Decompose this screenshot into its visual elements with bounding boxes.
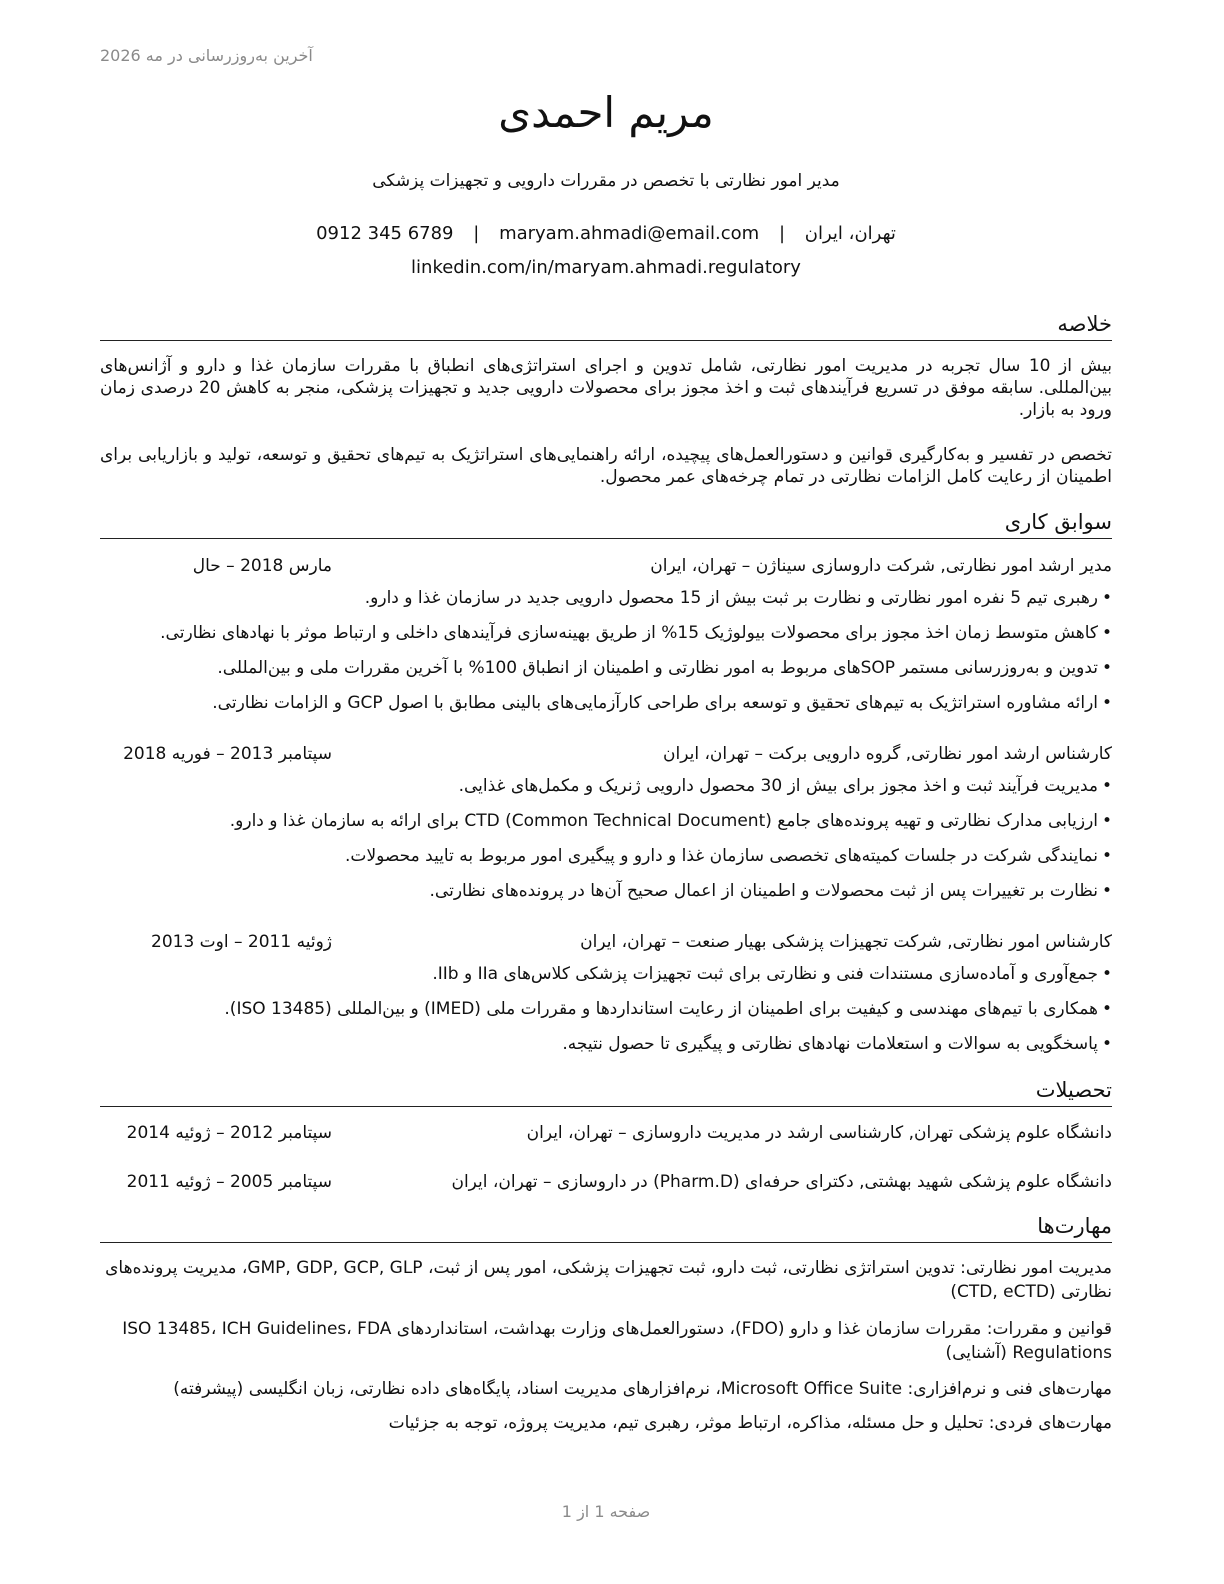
job-header	[100, 554, 1112, 578]
bullet-icon: •	[1101, 999, 1112, 1019]
bullet-icon: •	[1101, 1034, 1112, 1054]
resume-page	[100, 0, 1112, 1584]
phone: 0912 345 6789	[316, 223, 454, 244]
job-dates: سپتامبر 2013 – فوریه 2018	[123, 744, 332, 764]
education-item	[100, 1170, 1112, 1194]
bullet-icon: •	[1101, 881, 1112, 901]
job-header	[100, 930, 1112, 954]
list-item: •تدوین و به‌روزرسانی مستمر SOPهای مربوط به امور نظارتی و اطمینان از انطباق 100% با آخرین مقررات ملی و بین‌المللی.	[217, 658, 1112, 678]
bullet-icon: •	[1101, 846, 1112, 866]
skills-heading: مهارت‌ها	[100, 1212, 1112, 1243]
bullet-icon: •	[1101, 811, 1112, 831]
separator: |	[473, 223, 480, 244]
job-title: مدیر ارشد امور نظارتی, شرکت داروسازی سیناژن – تهران، ایران	[650, 556, 1112, 576]
job-header	[100, 742, 1112, 766]
skill-line: مدیریت امور نظارتی: تدوین استراتژی نظارتی، ثبت دارو، ثبت تجهیزات پزشکی، امور پس از ثبت، GMP, GDP, GCP, GLP، مدیریت پرونده‌های نظارتی (CTD, eCTD)	[105, 1258, 1112, 1302]
job-bullets	[94, 774, 1112, 914]
skill-line: قوانین و مقررات: مقررات سازمان غذا و دارو (FDO)، دستورالعمل‌های وزارت بهداشت، استانداردهای ISO 13485، ICH Guidelines، FDA Regulations (آشنایی)	[122, 1319, 1112, 1363]
list-item: •نظارت بر تغییرات پس از ثبت محصولات و اطمینان از اعمال صحیح آن‌ها در پرونده‌های نظارتی.	[429, 881, 1112, 901]
candidate-name: مریم احمدی	[498, 88, 714, 137]
job-title: کارشناس امور نظارتی, شرکت تجهیزات پزشکی بهیار صنعت – تهران، ایران	[580, 932, 1112, 952]
page-number: صفحه 1 از 1	[561, 1502, 651, 1521]
location: تهران، ایران	[804, 223, 896, 244]
linkedin-link[interactable]: linkedin.com/in/maryam.ahmadi.regulatory	[411, 257, 801, 278]
list-item: •پاسخگویی به سوالات و استعلامات نهادهای نظارتی و پیگیری تا حصول نتیجه.	[562, 1034, 1112, 1054]
bullet-icon: •	[1101, 658, 1112, 678]
list-item: •مدیریت فرآیند ثبت و اخذ مجوز برای بیش از 30 محصول دارویی ژنریک و مکمل‌های غذایی.	[458, 776, 1112, 796]
job-bullets	[94, 586, 1112, 726]
summary-heading: خلاصه	[100, 310, 1112, 341]
email-link[interactable]: maryam.ahmadi@email.com	[499, 223, 760, 244]
separator: |	[778, 223, 786, 244]
job-dates: مارس 2018 – حال	[192, 556, 332, 576]
skill-line: مهارت‌های فردی: تحلیل و حل مسئله، مذاکره، ارتباط موثر، رهبری تیم، مدیریت پروژه، توجه به جزئیات	[388, 1413, 1112, 1433]
education-title: دانشگاه علوم پزشکی شهید بهشتی, دکترای حرفه‌ای (Pharm.D) در داروسازی – تهران، ایران	[451, 1172, 1112, 1192]
job-title: کارشناس ارشد امور نظارتی, گروه دارویی برکت – تهران، ایران	[663, 744, 1112, 764]
bullet-icon: •	[1101, 964, 1112, 984]
list-item: •رهبری تیم 5 نفره امور نظارتی و نظارت بر ثبت بیش از 15 محصول دارویی جدید در سازمان غذا و دارو.	[364, 588, 1112, 608]
list-item: •جمع‌آوری و آماده‌سازی مستندات فنی و نظارتی برای ثبت تجهیزات پزشکی کلاس‌های IIa و IIb.	[432, 964, 1112, 984]
education-dates: سپتامبر 2005 – ژوئیه 2011	[126, 1172, 332, 1192]
list-item: •ارائه مشاوره استراتژیک به تیم‌های تحقیق و توسعه برای طراحی کارآزمایی‌های بالینی مطابق با اصول GCP و الزامات نظارتی.	[212, 693, 1112, 713]
job-dates: ژوئیه 2011 – اوت 2013	[151, 932, 332, 952]
bullet-icon: •	[1101, 693, 1112, 713]
bullet-icon: •	[1101, 588, 1112, 608]
experience-heading: سوابق کاری	[100, 508, 1112, 539]
list-item: •کاهش متوسط زمان اخذ مجوز برای محصولات بیولوژیک 15% از طریق بهینه‌سازی فرآیندهای داخلی و ارتباط موثر با نهادهای نظارتی.	[160, 623, 1112, 643]
summary-paragraph: تخصص در تفسیر و به‌کارگیری قوانین و دستورالعمل‌های پیچیده، ارائه راهنمایی‌های استراتژیک به تیم‌های تحقیق و توسعه، تولید و بازاریابی برای اطمینان از رعایت کامل الزامات نظارتی در تمام چرخه‌های عمر محصول.	[100, 445, 1112, 487]
headline: مدیر امور نظارتی با تخصص در مقررات دارویی و تجهیزات پزشکی	[372, 171, 840, 191]
bullet-icon: •	[1101, 623, 1112, 643]
list-item: •ارزیابی مدارک نظارتی و تهیه پرونده‌های جامع CTD (Common Technical Document) برای ارائه به سازمان غذا و دارو.	[229, 811, 1112, 831]
job-bullets	[94, 962, 1112, 1067]
bullet-icon: •	[1101, 776, 1112, 796]
education-item	[100, 1121, 1112, 1145]
summary-paragraph: بیش از 10 سال تجربه در مدیریت امور نظارتی، شامل تدوین و اجرای استراتژی‌های انطباق با مقررات سازمان غذا و دارو و آژانس‌های بین‌المللی. سابقه موفق در تسریع فرآیندهای ثبت و اخذ مجوز برای محصولات دارویی جدید و تجهیزات پزشکی، منجر به کاهش 20 درصدی زمان ورود به بازار.	[100, 356, 1113, 420]
list-item: •همکاری با تیم‌های مهندسی و کیفیت برای اطمینان از رعایت استانداردها و مقررات ملی (IMED) و بین‌المللی (ISO 13485).	[224, 999, 1112, 1019]
last-updated: آخرین به‌روزرسانی در مه 2026	[100, 46, 313, 65]
education-heading: تحصیلات	[100, 1076, 1112, 1107]
list-item: •نمایندگی شرکت در جلسات کمیته‌های تخصصی سازمان غذا و دارو و پیگیری امور مربوط به تایید محصولات.	[345, 846, 1112, 866]
education-dates: سپتامبر 2012 – ژوئیه 2014	[126, 1123, 332, 1143]
contact-line	[100, 223, 1112, 244]
skill-line: مهارت‌های فنی و نرم‌افزاری: Microsoft Office Suite، نرم‌افزارهای مدیریت اسناد، پایگاه‌های داده نظارتی، زبان انگلیسی (پیشرفته)	[173, 1379, 1112, 1399]
education-title: دانشگاه علوم پزشکی تهران, کارشناسی ارشد در مدیریت داروسازی – تهران، ایران	[526, 1123, 1112, 1143]
